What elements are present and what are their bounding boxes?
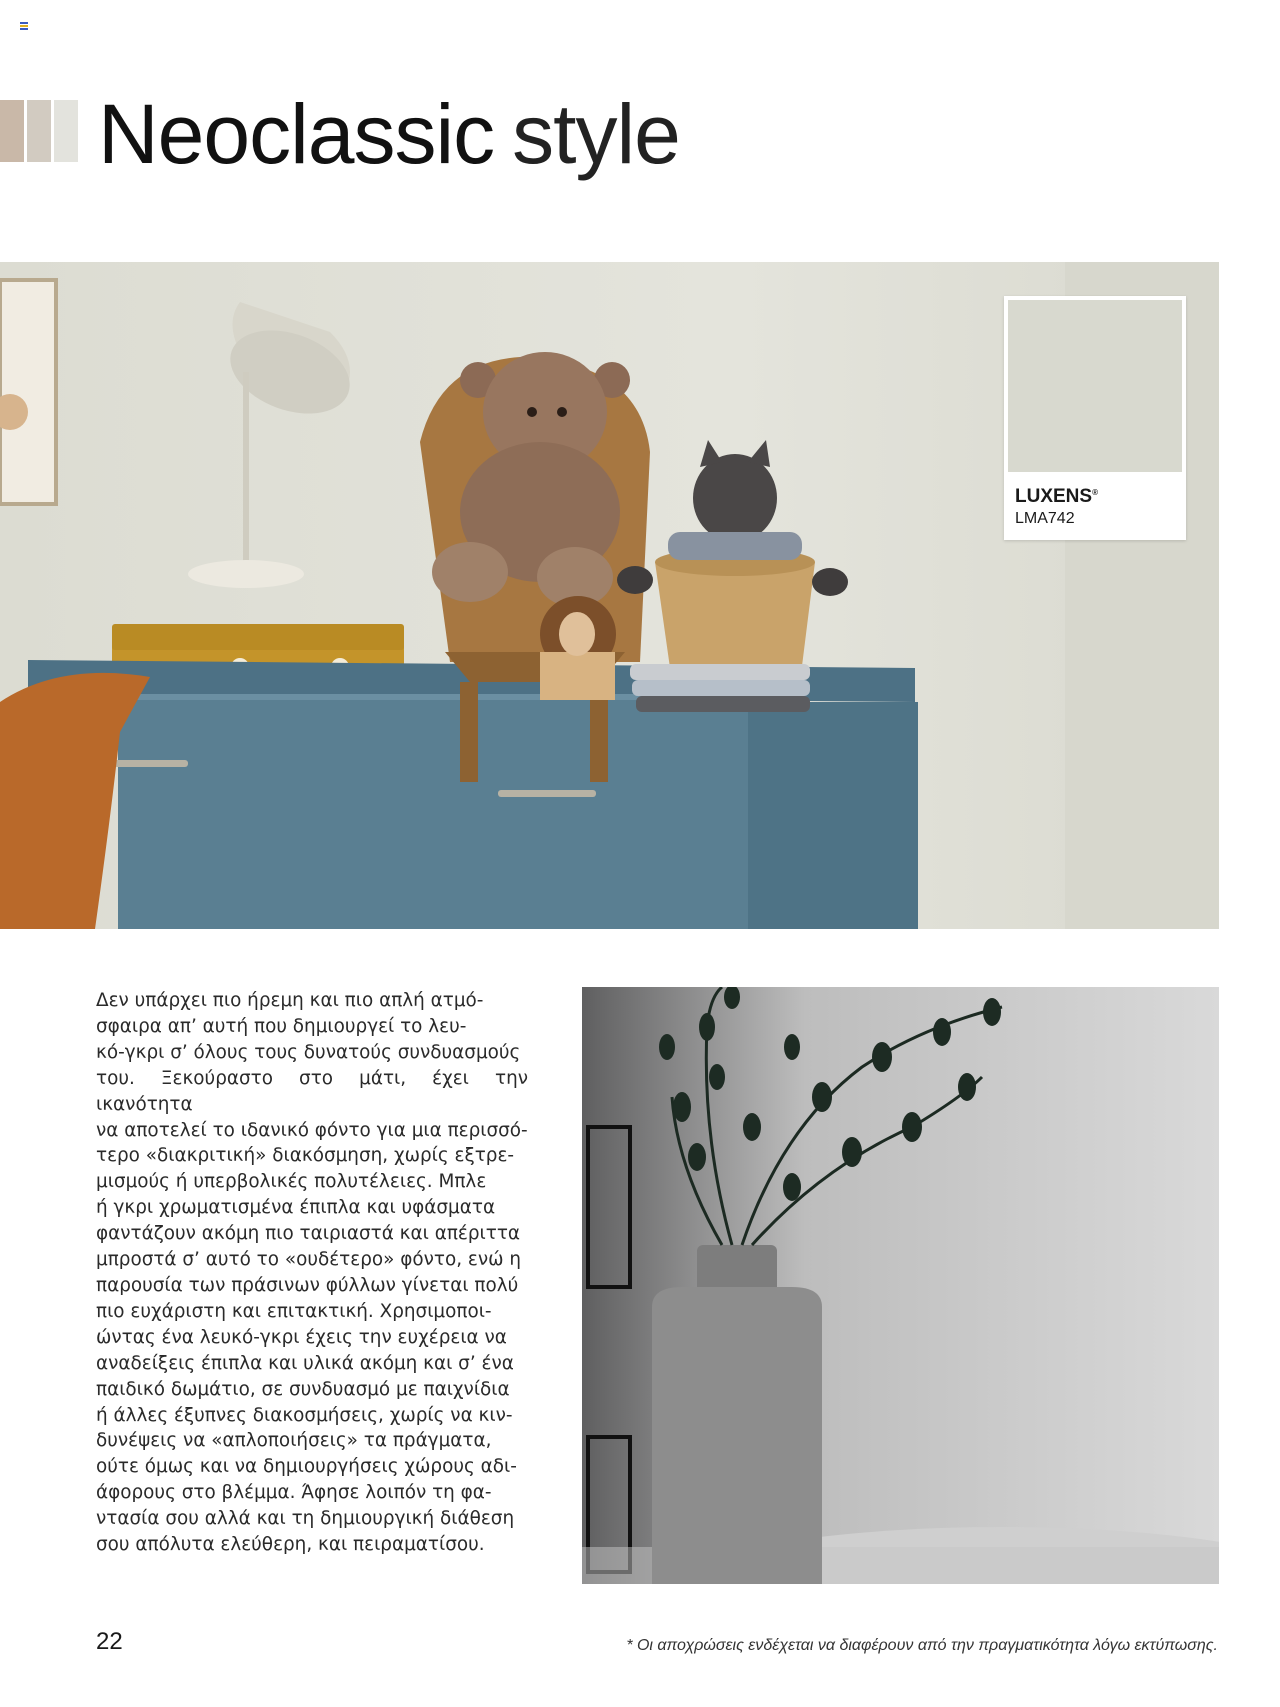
body-paragraph: Δεν υπάρχει πιο ήρεμη και πιο απλή ατμό- σφαιρα απ’ αυτή που δημιουργεί το λευ- κό-γκρι σ’ όλους τους δυνατούς συνδυασμούς του. Ξεκούραστο στο μάτι, έχει την ικανότητα να αποτελεί το ιδανικό φόντο για μια περισσό- τερο «διακριτική» διακόσμηση, χωρίς εξτρε- μισμούς ή υπερβολικές πολυτέλειες. Μπλε ή γκρι χρωματισμένα έπιπλα και υφάσματα φαντάζουν ακόμη πιο ταιριαστά και απέριττα μπροστά σ’ αυτό το «ουδέτερο» φόντο, ενώ η παρουσία των πράσινων φύλλων γίνεται πολύ πιο ευχάριστη και επιτακτική. Χρησιμοποι- ώντας ένα λευκό-γκρι έχεις την ευχέρεια να αναδείξεις έπιπλα και υλικά ακόμη και σ’ ένα παιδικό δωμάτιο, σε συνδυασμό με παιχνίδια ή άλλες έξυπνες διακοσμήσεις, χωρίς να κιν- δυνέψεις να «απλοποιήσεις» τα πράγματα, ούτε όμως και να δημιουργήσεις χώρους αδι- άφορους στο βλέμμα. Άφησε λοιπόν τη φα- ντασία σου αλλά και τη δημιουργική διάθεση σου απόλυτα ελεύθερη, και πειραματίσου.	[96, 990, 528, 1556]
chip-brand-name: LUXENS	[1015, 486, 1093, 507]
color-swatch-strip	[0, 100, 78, 162]
page-title	[98, 84, 680, 184]
chip-color-code: LMA742	[1015, 510, 1075, 527]
page-number: 22	[96, 1628, 123, 1655]
swatch-3	[54, 100, 78, 162]
swatch-2	[27, 100, 51, 162]
title-bold: Neoclassic	[98, 87, 495, 181]
color-chip-card	[1004, 296, 1186, 540]
swatch-1	[0, 100, 24, 162]
vase-photo	[582, 987, 1219, 1584]
title-light: style	[512, 87, 680, 181]
registered-mark: ®	[1092, 488, 1098, 497]
chip-brand	[1015, 486, 1098, 508]
chip-color-sample	[1008, 300, 1182, 472]
print-disclaimer: * Οι αποχρώσεις ενδέχεται να διαφέρουν από την πραγματικότητα λόγω εκτύπωσης.	[626, 1637, 1218, 1654]
brand-mark-icon	[20, 22, 28, 31]
